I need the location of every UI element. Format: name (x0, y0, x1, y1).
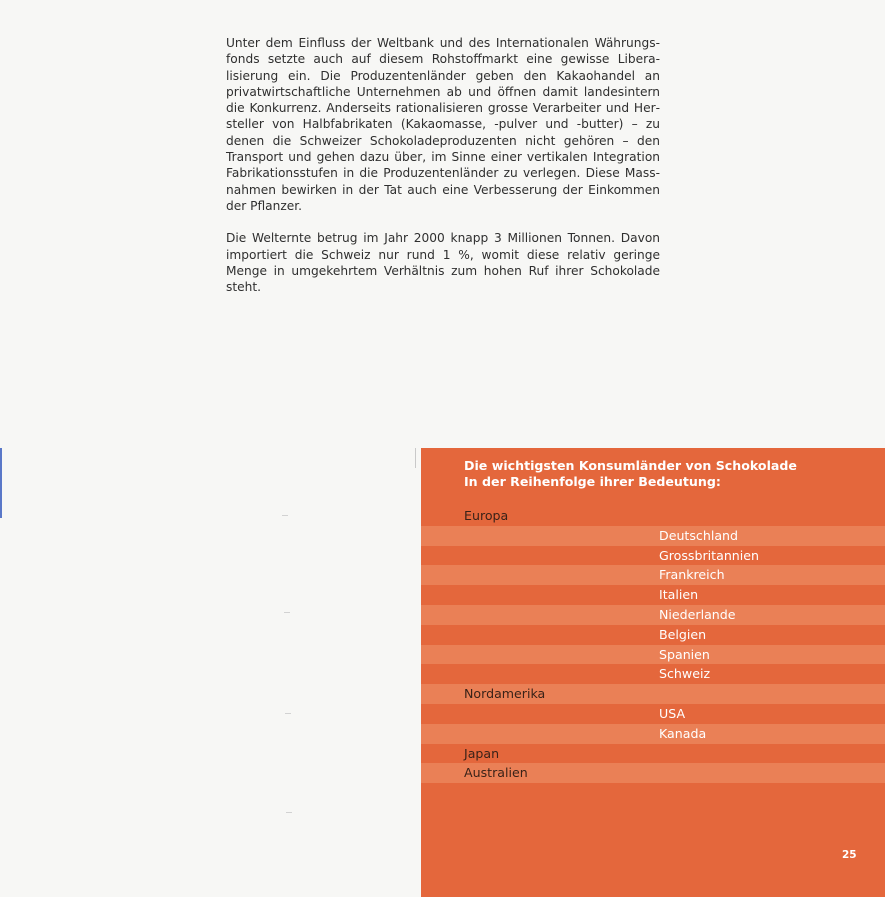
page-number: 25 (842, 849, 857, 861)
country-label: Kanada (659, 725, 707, 741)
margin-dash (286, 812, 292, 813)
margin-bar (0, 448, 2, 518)
panel-title (464, 458, 797, 490)
list-row-grossbritannien (421, 546, 885, 566)
list-row-belgien (421, 625, 885, 645)
country-label: Belgien (659, 626, 707, 642)
region-label: Nordamerika (464, 686, 546, 702)
list-row-nordamerika (421, 684, 885, 704)
margin-tick (415, 448, 416, 468)
margin-dash (284, 612, 290, 613)
country-label: Spanien (659, 646, 710, 662)
consumer-countries-panel (421, 448, 885, 897)
panel-title-line-2: In der Reihenfolge ihrer Bedeutung: (464, 474, 721, 489)
region-label: Japan (464, 745, 500, 761)
country-label: Grossbritannien (659, 547, 760, 563)
list-row-japan (421, 744, 885, 764)
country-label: Schweiz (659, 666, 711, 682)
list-row-schweiz (421, 664, 885, 684)
list-row-italien (421, 585, 885, 605)
body-text (226, 35, 660, 311)
country-label: Frankreich (659, 567, 725, 583)
paragraph-world-harvest: Die Welternte betrug im Jahr 2000 knapp 3 Millionen Tonnen. Davon importiert die Schweiz nur rund 1 %, womit diese relativ geringe Menge in umgekehrtem Verhältnis zum hohen Ruf ihrer Schokolade steht. (226, 231, 660, 295)
panel-title-line-1: Die wichtigsten Konsumländer von Schokolade (464, 458, 797, 473)
country-label: Deutschland (659, 527, 739, 543)
list-row-usa (421, 704, 885, 724)
list-row-kanada (421, 724, 885, 744)
list-row-deutschland (421, 526, 885, 546)
country-label: Italien (659, 587, 699, 603)
region-label: Europa (464, 508, 509, 523)
paragraph-liberalisation: Unter dem Einfluss der Weltbank und des Internationalen Währungsfonds setzte auch auf diesem Rohstoffmarkt eine gewisse Liberalisierung ein. Die Produzentenländer geben den Kakaohandel an privatwirtschaftliche Unternehmen ab und öffnen damit landesintern die Konkurrenz. Anderseits rationalisieren grosse Verarbeiter und Hersteller von Halbfabrikaten (Kakaomasse, -pulver und -butter) – zu denen die Schweizer Schokoladeproduzenten nicht gehören – den Transport und gehen dazu über, im Sinne einer vertikalen Integration Fabrikationsstufen in die Produzentenländer zu verlegen. Diese Massnahmen bewirken in der Tat auch eine Verbesserung der Einkommen der Pflanzer. (226, 36, 660, 213)
margin-dash (285, 713, 291, 714)
list-row-europa (421, 506, 885, 526)
country-list (421, 506, 885, 783)
country-label: USA (659, 705, 686, 721)
list-row-australien (421, 763, 885, 783)
country-label: Niederlande (659, 606, 736, 622)
list-row-spanien (421, 645, 885, 665)
list-row-frankreich (421, 565, 885, 585)
list-row-niederlande (421, 605, 885, 625)
region-label: Australien (464, 765, 528, 781)
margin-dash (282, 515, 288, 516)
